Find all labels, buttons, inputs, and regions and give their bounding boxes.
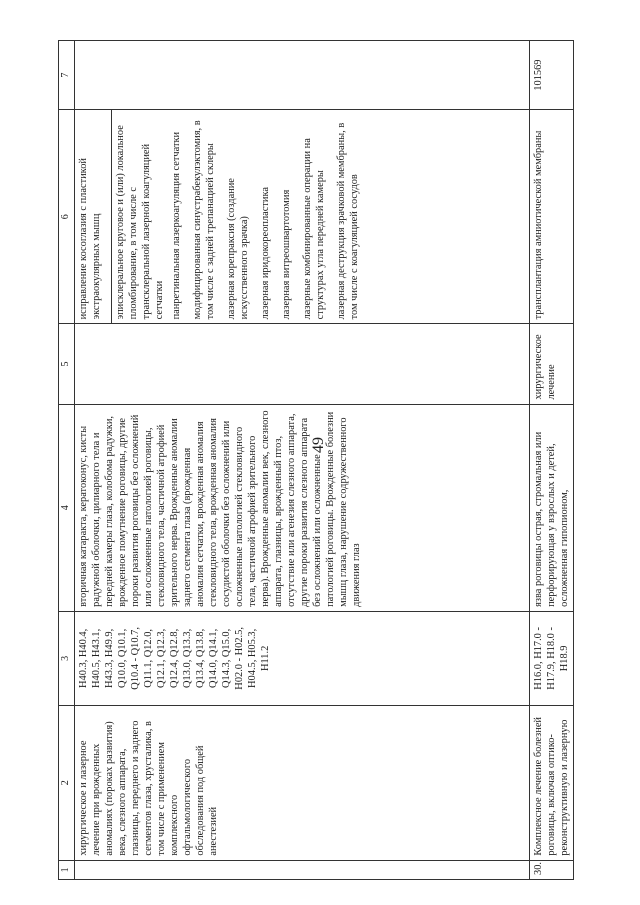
page-number: 49 bbox=[310, 437, 327, 453]
diagnosis-cell: вторичная катаракта, кератоконус, кисты радужной оболочки, цилиарного тела и передней камеры глаза, колобома радужки, врожденное помутнение роговицы, другие пороки развития роговицы без осложнений или осложненные патологией роговицы, стекловидного тела, частичной атрофией зрительного нерва. Врожденные аномалии заднего сегмента глаза (врожденная аномалия сетчатки, врожденная аномалия стекловидного тела, врожденная аномалия сосудистой оболочки без осложнений или осложненные патологией стекловидного тела, частичной атрофией зрительного нерва). Врожденные аномалии век, слезного аппарата, глазницы, врожденный птоз, отсутствие или агенезия слезного аппарата, другие пороки развития слезного аппарата без осложнений или осложненные патологией роговицы. Врожденные болезни мышц глаза, нарушение содружественного движения глаз bbox=[74, 404, 529, 611]
column-number: 5 bbox=[59, 324, 75, 404]
method-item: лазерная иридокореопластика bbox=[259, 187, 271, 320]
methods-cell: трансплантация амниотической мембраны bbox=[529, 110, 573, 324]
price-cell: 101569 bbox=[529, 41, 573, 110]
row-number-cell: 30. bbox=[529, 860, 573, 879]
method-item: лазерная витреошвартотомия bbox=[280, 189, 292, 320]
table-row bbox=[529, 41, 573, 880]
method-item: модифицированная синустрабекулэктомия, в том числе с задней трепанацией склеры bbox=[191, 120, 216, 320]
column-number: 6 bbox=[59, 110, 75, 324]
method-item: эписклеральное круговое и (или) локальное пломбирование, в том числе с трансклеральной лазерной коагуляцией сетчатки bbox=[111, 110, 166, 323]
diagnosis-cell: язва роговицы острая, стромальная или перфорирующая у взрослых и детей, осложненная гипопионом, bbox=[529, 404, 573, 611]
column-number: 2 bbox=[59, 705, 75, 860]
rotated-table-container bbox=[58, 40, 628, 880]
treatment-type-cell bbox=[74, 324, 529, 404]
treatment-type-cell: хирургическое лечение bbox=[529, 324, 573, 404]
method-item: исправление косоглазия с пластикой экстраокулярных мышц bbox=[77, 158, 102, 320]
column-number: 7 bbox=[59, 41, 75, 110]
methods-cell bbox=[74, 110, 529, 324]
column-number: 1 bbox=[59, 860, 75, 879]
method-item: панретинальная лазеркоагуляция сетчатки bbox=[170, 131, 182, 320]
column-number-row bbox=[59, 41, 75, 880]
table-row bbox=[74, 41, 529, 880]
care-type-cell: Комплексное лечение болезней роговицы, включая оптико-реконструктивную и лазерную bbox=[529, 705, 573, 860]
method-item: лазерная деструкция зрачковой мембраны, в том числе с коагуляцией сосудов bbox=[335, 122, 360, 320]
medical-care-table bbox=[58, 40, 574, 880]
column-number: 3 bbox=[59, 611, 75, 705]
method-item: лазерные комбинированные операции на структурах угла передней камеры bbox=[301, 138, 326, 320]
price-cell bbox=[74, 41, 529, 110]
method-item: лазерная корепраксия (создание искусственного зрачка) bbox=[225, 178, 250, 320]
icd-codes-cell: H40.3, H40.4, H40.5, H43.1, H43.3, H49.9, Q10.0, Q10.1, Q10.4 - Q10.7, Q11.1, Q12.0, Q12.1, Q12.3, Q12.4, Q12.8, Q13.0, Q13.3, Q13.4, Q13.8, Q14.0, Q14.1, Q14.3, Q15.0, H02.0 - H02.5, H04.5, H05.3, H11.2 bbox=[74, 611, 529, 705]
care-type-cell: хирургическое и лазерное лечение при врожденных аномалиях (пороках развития) века, слезного аппарата, глазницы, переднего и заднего сегментов глаза, хрусталика, в том числе с применением комплексного офтальмологического обследования под общей анестезией bbox=[74, 705, 529, 860]
icd-codes-cell: H16.0, H17.0 - H17.9, H18.0 - H18.9 bbox=[529, 611, 573, 705]
row-number-cell bbox=[74, 860, 529, 879]
column-number: 4 bbox=[59, 404, 75, 611]
